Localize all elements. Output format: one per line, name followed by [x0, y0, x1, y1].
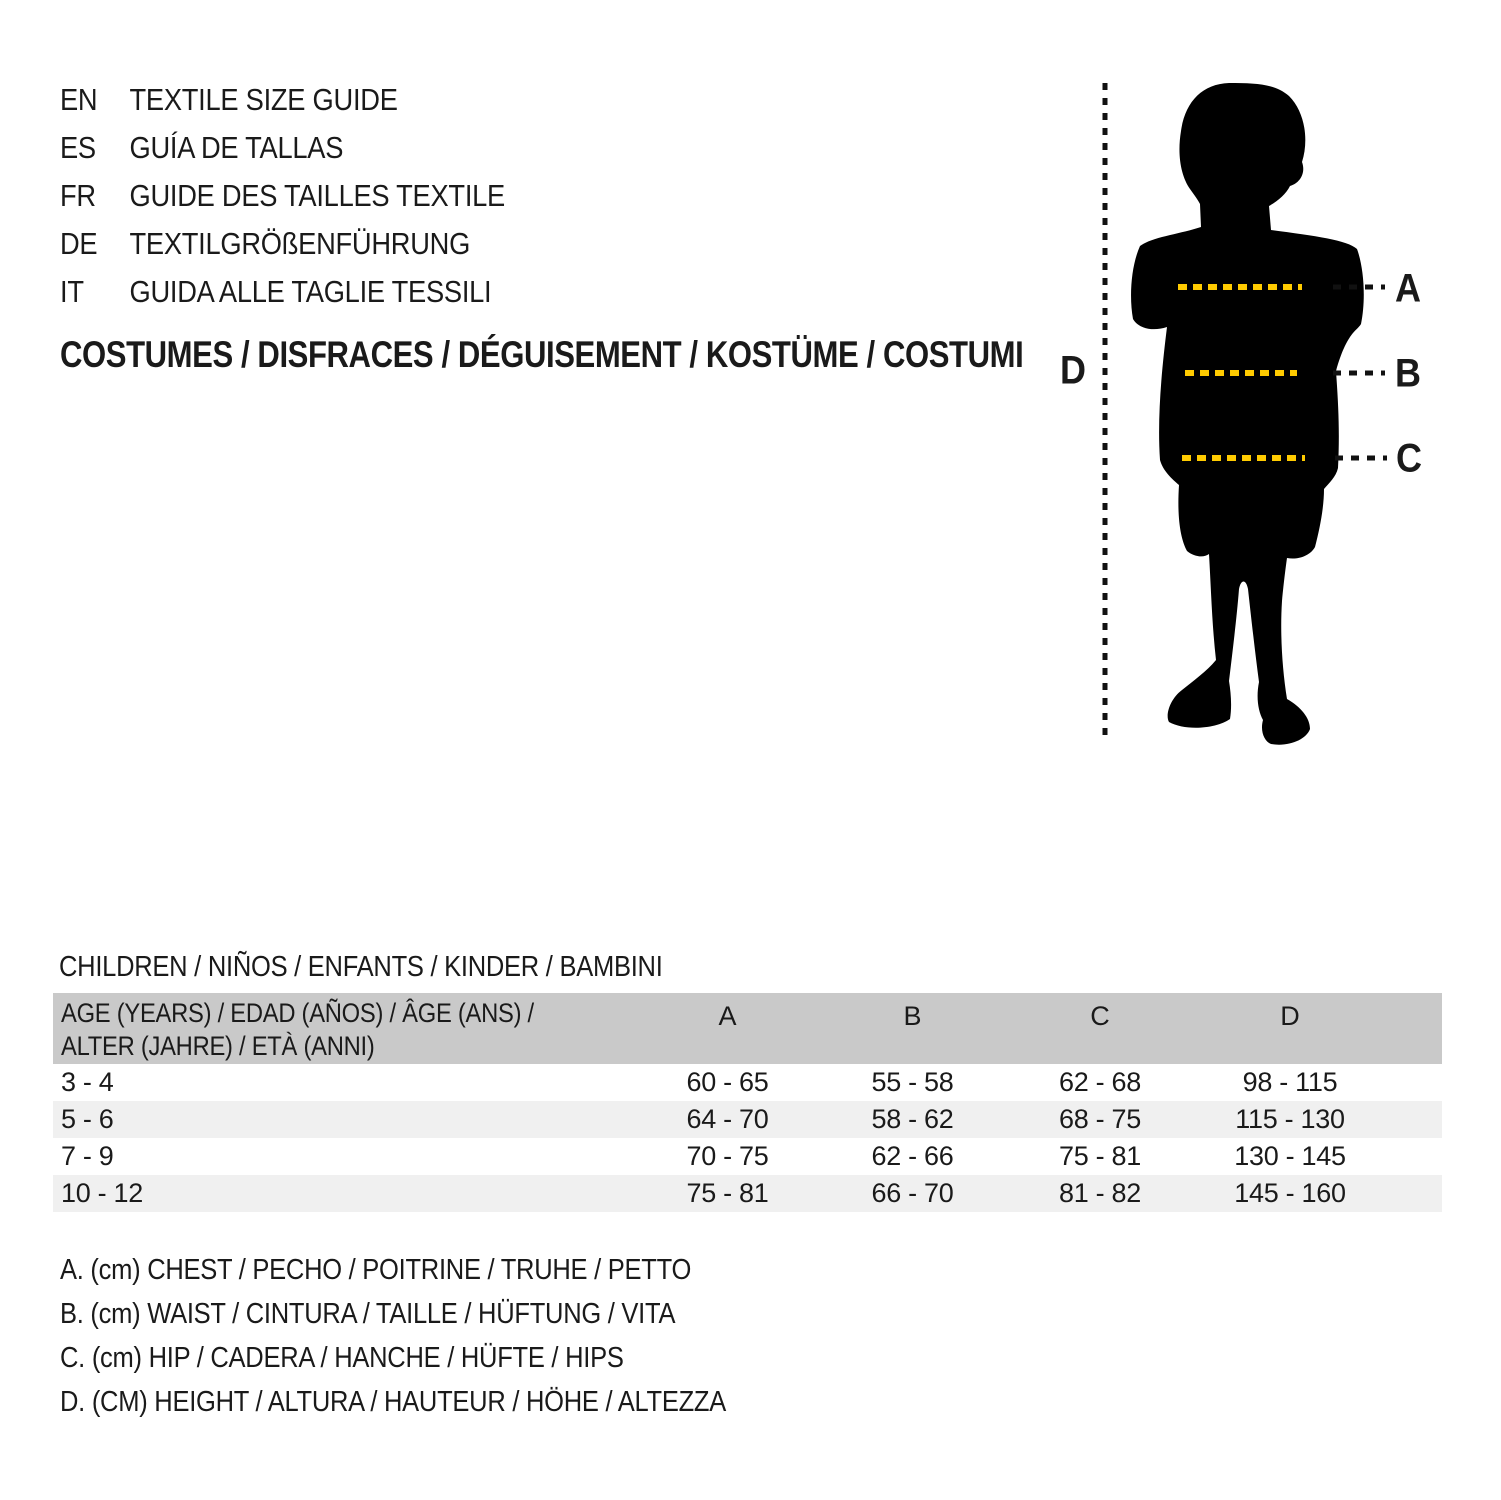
- language-code: IT: [60, 274, 84, 309]
- language-row-es: [60, 124, 566, 172]
- table-header-row: [53, 993, 1442, 1064]
- legend-hip: C. (cm) HIP / CADERA / HANCHE / HÜFTE / HIPS: [60, 1341, 624, 1374]
- column-header-a: A: [718, 1001, 737, 1031]
- language-code: FR: [60, 178, 96, 213]
- age-cell: 7 - 9: [61, 1141, 114, 1171]
- column-header-b: B: [903, 1001, 922, 1031]
- category-title: COSTUMES / DISFRACES / DÉGUISEMENT / KOSTÜME / COSTUMI: [60, 334, 1024, 375]
- language-row-it: [60, 268, 566, 316]
- measurement-figure: [1030, 70, 1470, 760]
- table-row: [53, 1101, 1442, 1138]
- language-label: TEXTILE SIZE GUIDE: [129, 82, 398, 117]
- language-code: DE: [60, 226, 98, 261]
- table-title: CHILDREN / NIÑOS / ENFANTS / KINDER / BAMBINI: [59, 951, 663, 983]
- age-header-cell: AGE (YEARS) / EDAD (AÑOS) / ÂGE (ANS) / ALTER (JAHRE) / ETÀ (ANNI): [61, 998, 534, 1061]
- language-code: EN: [60, 82, 98, 117]
- age-cell: 3 - 4: [61, 1067, 114, 1097]
- label-chest-a: A: [1394, 266, 1422, 311]
- height-cell: 130 - 145: [1234, 1141, 1346, 1171]
- waist-cell: 62 - 66: [871, 1141, 954, 1171]
- language-label: GUIDA ALLE TAGLIE TESSILI: [129, 274, 492, 309]
- column-header-c: C: [1090, 1001, 1110, 1031]
- legend-height: D. (CM) HEIGHT / ALTURA / HAUTEUR / HÖHE / ALTEZZA: [60, 1385, 727, 1418]
- chest-cell: 75 - 81: [686, 1178, 769, 1208]
- legend-waist: B. (cm) WAIST / CINTURA / TAILLE / HÜFTUNG / VITA: [60, 1297, 676, 1330]
- column-header-d: D: [1280, 1001, 1300, 1031]
- waist-cell: 55 - 58: [871, 1067, 954, 1097]
- hip-cell: 68 - 75: [1059, 1104, 1141, 1134]
- hip-cell: 75 - 81: [1059, 1141, 1141, 1171]
- label-waist-b: B: [1394, 351, 1422, 396]
- height-cell: 145 - 160: [1234, 1178, 1346, 1208]
- waist-cell: 58 - 62: [871, 1104, 954, 1134]
- child-silhouette: [1131, 83, 1364, 745]
- label-height-d: D: [1059, 348, 1087, 393]
- size-table: [53, 993, 1442, 1212]
- chest-cell: 60 - 65: [686, 1067, 769, 1097]
- age-cell: 10 - 12: [61, 1178, 143, 1208]
- hip-cell: 62 - 68: [1059, 1067, 1141, 1097]
- label-hip-c: C: [1395, 436, 1423, 481]
- waist-cell: 66 - 70: [871, 1178, 954, 1208]
- table-row: [53, 1175, 1442, 1212]
- table-row: [53, 1064, 1442, 1101]
- height-cell: 98 - 115: [1242, 1067, 1338, 1097]
- language-code: ES: [60, 130, 96, 165]
- height-cell: 115 - 130: [1235, 1104, 1345, 1134]
- language-label: GUÍA DE TALLAS: [129, 130, 344, 165]
- hip-cell: 81 - 82: [1059, 1178, 1141, 1208]
- language-row-fr: [60, 172, 566, 220]
- age-cell: 5 - 6: [61, 1104, 114, 1134]
- language-label: GUIDE DES TAILLES TEXTILE: [129, 178, 505, 213]
- table-row: [53, 1138, 1442, 1175]
- language-row-en: [60, 76, 566, 124]
- measurement-legend: [60, 1248, 817, 1424]
- chest-cell: 70 - 75: [686, 1141, 769, 1171]
- language-row-de: [60, 220, 566, 268]
- language-label: TEXTILGRÖßENFÜHRUNG: [129, 226, 471, 261]
- legend-chest: A. (cm) CHEST / PECHO / POITRINE / TRUHE / PETTO: [60, 1253, 692, 1286]
- chest-cell: 64 - 70: [686, 1104, 769, 1134]
- language-list: [60, 76, 566, 316]
